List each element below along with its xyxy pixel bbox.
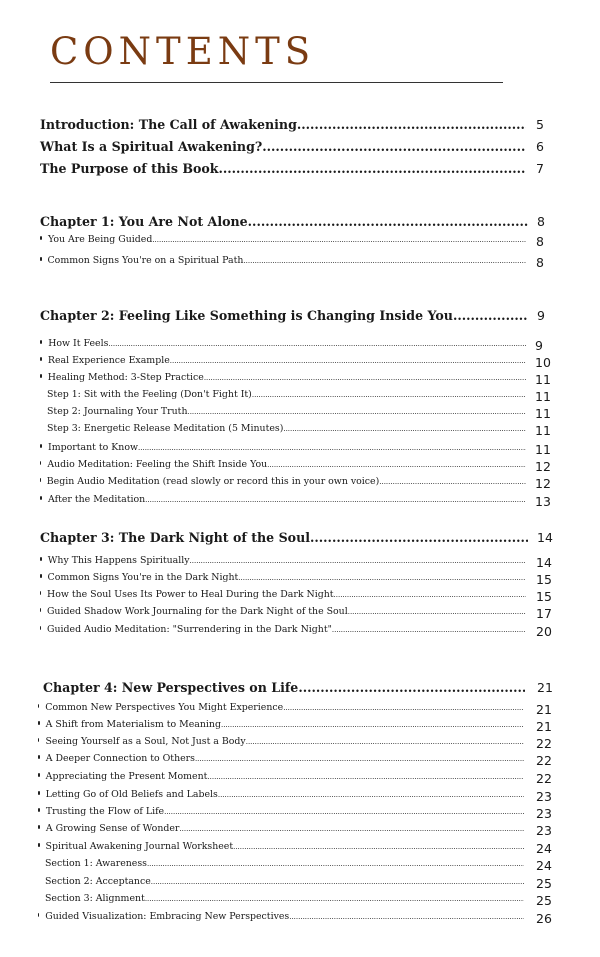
dot-leader [145, 496, 526, 504]
bullet-icon [40, 236, 42, 240]
toc-entry[interactable] [47, 406, 551, 421]
toc-page-number: 24 [536, 858, 552, 873]
toc-entry[interactable] [40, 572, 552, 587]
bullet-icon [40, 608, 41, 612]
toc-entry-label: Common New Perspectives You Might Experience [45, 702, 284, 713]
toc-entry[interactable] [47, 423, 551, 438]
toc-page-number: 7 [536, 161, 544, 176]
dot-leader [195, 755, 524, 763]
toc-entry-label: Section 2: Acceptance [45, 876, 151, 887]
bullet-icon [38, 913, 39, 917]
bullet-icon [40, 557, 42, 561]
toc-page-number: 22 [536, 753, 552, 768]
toc-entry[interactable] [38, 911, 552, 926]
dot-leader [152, 236, 526, 244]
dot-leader [310, 530, 528, 545]
bullet-icon [40, 626, 41, 630]
toc-entry[interactable] [40, 372, 551, 387]
toc-entry-label: Guided Shadow Work Journaling for the Dark Night of the Soul [46, 606, 348, 617]
toc-page-number: 21 [536, 702, 552, 717]
toc-entry[interactable] [45, 858, 552, 873]
toc-page-number: 22 [536, 736, 552, 751]
toc-entry[interactable] [38, 702, 552, 717]
dot-leader [246, 738, 524, 746]
toc-page-number: 8 [537, 214, 545, 229]
toc-entry-label: Chapter 2: Feeling Like Something is Changing Inside You [40, 308, 453, 323]
toc-page-number: 17 [536, 606, 552, 621]
toc-page-number: 21 [536, 719, 552, 734]
toc-entry-label: Common Signs You're on a Spiritual Path [47, 255, 244, 266]
bullet-icon [38, 791, 40, 795]
toc-page-number: 14 [536, 555, 552, 570]
toc-entry[interactable] [45, 876, 552, 891]
dot-leader [147, 860, 524, 868]
toc-entry-label: Audio Meditation: Feeling the Shift Inside You [47, 459, 268, 470]
dot-leader [348, 608, 526, 616]
toc-page-number: 9 [535, 338, 543, 353]
toc-entry-label: Spiritual Awakening Journal Worksheet [45, 841, 234, 852]
toc-entry-label: Appreciating the Present Moment [45, 771, 208, 782]
toc-heading-entry[interactable] [40, 117, 544, 132]
toc-page-number: 26 [536, 911, 552, 926]
toc-page-number: 11 [535, 406, 551, 421]
dot-leader [297, 117, 526, 132]
dot-leader [267, 461, 526, 469]
dot-leader [298, 680, 525, 695]
dot-leader [190, 557, 526, 565]
dot-leader [145, 895, 524, 903]
toc-heading-entry[interactable] [43, 680, 553, 695]
toc-entry-label: Guided Visualization: Embracing New Perspectives [45, 911, 290, 922]
bullet-icon [38, 773, 40, 777]
dot-leader [138, 444, 526, 452]
toc-entry[interactable] [38, 753, 552, 768]
toc-heading-entry[interactable] [40, 308, 545, 323]
toc-page-number: 23 [536, 789, 552, 804]
toc-page-number: 25 [536, 893, 552, 908]
toc-entry[interactable] [40, 338, 543, 353]
toc-entry[interactable] [47, 389, 551, 404]
toc-entry-label: Trusting the Flow of Life [45, 806, 165, 817]
toc-page-number: 23 [536, 823, 552, 838]
toc-entry[interactable] [40, 355, 551, 370]
dot-leader [453, 308, 528, 323]
bullet-icon [40, 496, 42, 500]
toc-entry-label: What Is a Spiritual Awakening? [40, 139, 263, 154]
toc-page-number: 24 [536, 841, 552, 856]
toc-heading-entry[interactable] [40, 214, 545, 229]
toc-entry-label: A Growing Sense of Wonder [45, 823, 180, 834]
toc-entry-label: Section 1: Awareness [45, 858, 147, 869]
toc-page-number: 8 [536, 255, 544, 270]
dot-leader [179, 825, 524, 833]
toc-entry-label: Chapter 4: New Perspectives on Life [43, 680, 299, 695]
toc-heading-entry[interactable] [40, 161, 544, 176]
dot-leader [233, 843, 524, 851]
toc-page-number: 11 [535, 423, 551, 438]
toc-entry-label: Real Experience Example [47, 355, 170, 366]
dot-leader [379, 478, 526, 486]
toc-entry[interactable] [38, 736, 552, 751]
toc-entry[interactable] [38, 823, 552, 838]
bullet-icon [40, 478, 41, 482]
toc-entry-label: A Shift from Materialism to Meaning [45, 719, 221, 730]
toc-page-number: 23 [536, 806, 552, 821]
toc-entry-label: Healing Method: 3-Step Practice [47, 372, 204, 383]
toc-page-number: 14 [537, 530, 553, 545]
dot-leader [243, 257, 526, 265]
toc-entry-label: Seeing Yourself as a Soul, Not Just a Body [45, 736, 246, 747]
toc-page-number: 6 [536, 139, 544, 154]
toc-page-number: 12 [535, 476, 551, 491]
toc-entry-label: Guided Audio Meditation: "Surrendering in the Dark Night" [47, 624, 332, 635]
bullet-icon [38, 721, 40, 725]
bullet-icon [40, 374, 42, 378]
bullet-icon [40, 444, 42, 448]
toc-entry-label: Introduction: The Call of Awakening [40, 117, 297, 132]
toc-entry-label: Important to Know [48, 442, 139, 453]
page-title: CONTENTS [50, 30, 316, 73]
toc-entry[interactable] [40, 624, 552, 639]
toc-page-number: 12 [535, 459, 551, 474]
toc-entry-label: How the Soul Uses Its Power to Heal During the Dark Night [47, 589, 334, 600]
toc-entry-label: Common Signs You're in the Dark Night [47, 572, 239, 583]
dot-leader [289, 913, 524, 921]
toc-entry-label: Step 3: Energetic Release Meditation (5 Minutes) [47, 423, 284, 434]
bullet-icon [40, 574, 42, 578]
toc-entry-label: You Are Being Guided [47, 234, 153, 245]
dot-leader [252, 391, 526, 399]
toc-entry-label: Chapter 3: The Dark Night of the Soul [40, 530, 311, 545]
toc-page-number: 11 [535, 442, 551, 457]
toc-entry[interactable] [40, 606, 552, 621]
dot-leader [204, 374, 526, 382]
toc-entry[interactable] [40, 234, 544, 249]
dot-leader [218, 161, 526, 176]
toc-page-number: 11 [535, 389, 551, 404]
bullet-icon [38, 755, 40, 759]
toc-page-number: 15 [536, 572, 552, 587]
toc-page-number: 5 [536, 117, 544, 132]
dot-leader [262, 139, 526, 154]
toc-entry[interactable] [38, 806, 552, 821]
toc-heading-entry[interactable] [40, 139, 544, 154]
toc-entry-label: Begin Audio Meditation (read slowly or record this in your own voice) [46, 476, 380, 487]
bullet-icon [38, 738, 39, 742]
toc-entry-label: Section 3: Alignment [45, 893, 145, 904]
toc-entry[interactable] [40, 555, 552, 570]
dot-leader [151, 878, 524, 886]
toc-page-number: 22 [536, 771, 552, 786]
bullet-icon [38, 843, 40, 847]
dot-leader [283, 425, 526, 433]
bullet-icon [38, 825, 40, 829]
dot-leader [248, 214, 528, 229]
toc-entry[interactable] [40, 476, 551, 491]
toc-entry-label: Chapter 1: You Are Not Alone [40, 214, 248, 229]
toc-page-number: 13 [535, 494, 551, 509]
toc-entry-label: Why This Happens Spiritually [47, 555, 190, 566]
bullet-icon [40, 591, 41, 595]
dot-leader [187, 408, 526, 416]
toc-entry-label: A Deeper Connection to Others [45, 753, 195, 764]
toc-entry-label: How It Feels [48, 338, 109, 349]
toc-entry-label: Letting Go of Old Beliefs and Labels [45, 789, 218, 800]
toc-page-number: 20 [536, 624, 552, 639]
toc-page-number: 11 [535, 372, 551, 387]
toc-entry[interactable] [40, 255, 544, 270]
title-divider [50, 82, 503, 83]
bullet-icon [40, 461, 41, 465]
bullet-icon [38, 704, 39, 708]
toc-page-number: 15 [536, 589, 552, 604]
toc-entry[interactable] [40, 494, 551, 509]
toc-page-number: 21 [537, 680, 553, 695]
toc-page-number: 10 [535, 355, 551, 370]
dot-leader [334, 591, 526, 599]
toc-entry[interactable] [38, 771, 552, 786]
toc-entry-label: The Purpose of this Book [40, 161, 219, 176]
bullet-icon [40, 357, 42, 361]
toc-entry-label: Step 2: Journaling Your Truth [47, 406, 188, 417]
dot-leader [221, 721, 524, 729]
toc-page-number: 9 [537, 308, 545, 323]
bullet-icon [40, 257, 42, 261]
dot-leader [164, 808, 524, 816]
toc-entry[interactable] [40, 442, 551, 457]
toc-entry[interactable] [38, 719, 552, 734]
toc-entry-label: Step 1: Sit with the Feeling (Don't Fight It) [47, 389, 252, 400]
dot-leader [218, 791, 524, 799]
dot-leader [207, 773, 524, 781]
toc-page-number: 8 [536, 234, 544, 249]
dot-leader [238, 574, 526, 582]
toc-entry-label: After the Meditation [48, 494, 146, 505]
toc-page-number: 25 [536, 876, 552, 891]
dot-leader [108, 340, 526, 348]
bullet-icon [38, 808, 40, 812]
dot-leader [170, 357, 526, 365]
toc-entry[interactable] [40, 589, 552, 604]
toc-heading-entry[interactable] [40, 530, 553, 545]
toc-entry[interactable] [40, 459, 551, 474]
toc-entry[interactable] [45, 893, 552, 908]
toc-entry[interactable] [38, 789, 552, 804]
bullet-icon [40, 340, 42, 344]
dot-leader [332, 626, 526, 634]
toc-entry[interactable] [38, 841, 552, 856]
dot-leader [283, 704, 524, 712]
